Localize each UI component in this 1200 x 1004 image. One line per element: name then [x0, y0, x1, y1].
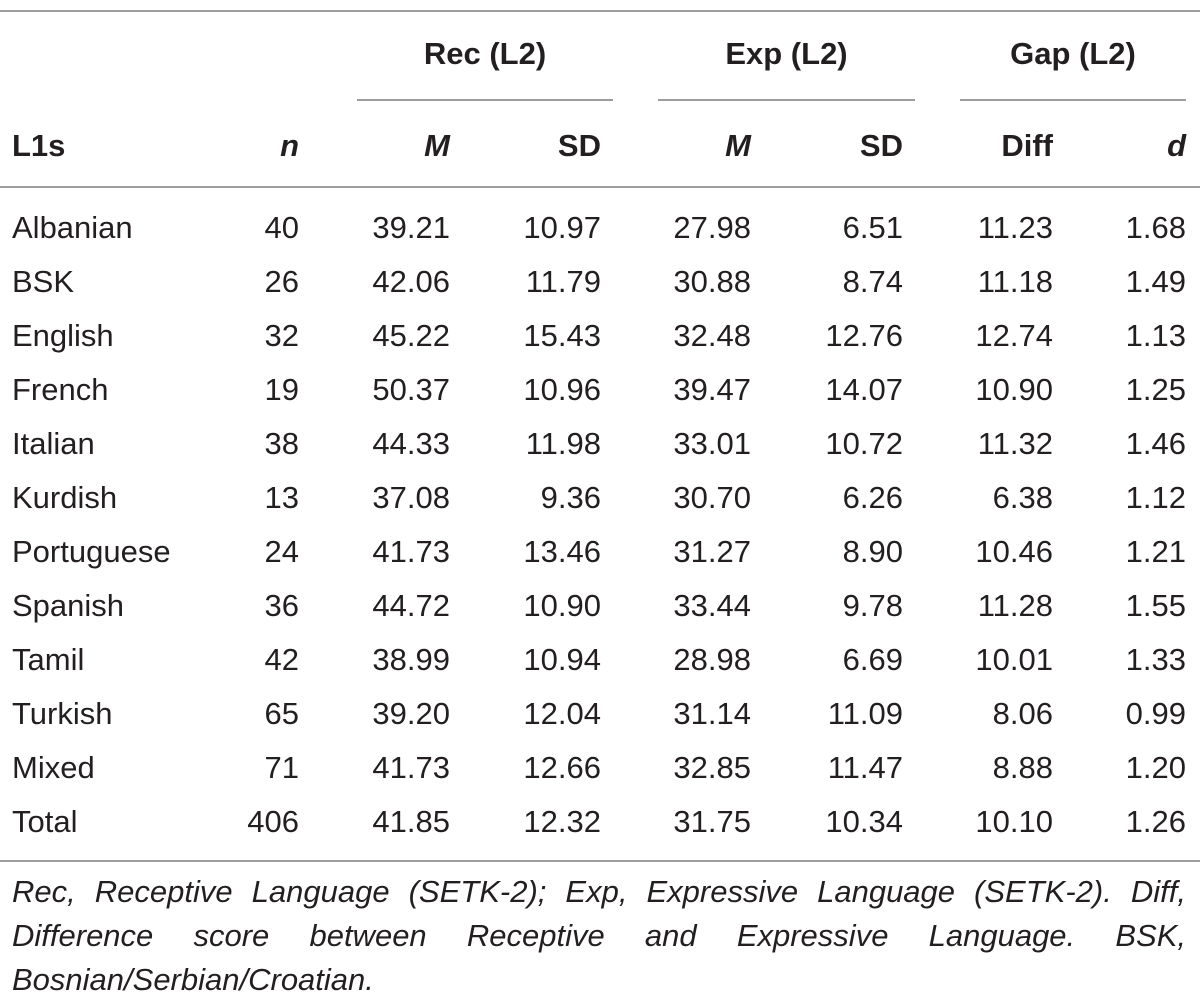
- cell-gap-d: 1.21: [1125, 534, 1186, 569]
- cell-exp-m: 32.85: [673, 750, 751, 785]
- cell-exp-sd: 11.47: [827, 750, 903, 785]
- cell-gap-diff: 12.74: [975, 318, 1053, 353]
- cell-rec-m: 42.06: [372, 264, 450, 299]
- cell-l1s: Italian: [12, 426, 95, 461]
- cell-gap-d: 1.68: [1125, 210, 1186, 245]
- cell-n: 24: [264, 534, 299, 569]
- cell-n: 13: [264, 480, 299, 515]
- cell-exp-sd: 12.76: [825, 318, 903, 353]
- cell-gap-diff: 11.23: [977, 210, 1053, 245]
- cell-gap-d: 1.12: [1125, 480, 1186, 515]
- cell-n: 32: [264, 318, 299, 353]
- cell-exp-sd: 10.72: [825, 426, 903, 461]
- cell-gap-d: 1.55: [1125, 588, 1186, 623]
- cell-rec-m: 39.21: [372, 210, 450, 245]
- cell-exp-sd: 6.51: [842, 210, 903, 245]
- cell-l1s: Total: [12, 804, 78, 839]
- cell-rec-m: 44.33: [372, 426, 450, 461]
- cell-exp-m: 30.88: [673, 264, 751, 299]
- column-header-rec-sd: SD: [557, 128, 601, 163]
- cell-gap-d: 1.13: [1125, 318, 1186, 353]
- cell-rec-m: 41.85: [372, 804, 450, 839]
- cell-gap-diff: 11.28: [977, 588, 1053, 623]
- cell-l1s: Kurdish: [12, 480, 118, 515]
- cell-l1s: English: [12, 318, 114, 353]
- cell-rec-m: 39.20: [372, 696, 450, 731]
- group-header-gap: Gap (L2): [1010, 36, 1136, 71]
- cell-l1s: French: [12, 372, 109, 407]
- cell-rec-sd: 10.97: [523, 210, 601, 245]
- cell-rec-m: 45.22: [372, 318, 450, 353]
- cell-gap-diff: 11.32: [977, 426, 1053, 461]
- cell-exp-sd: 6.69: [842, 642, 903, 677]
- cell-exp-m: 33.01: [673, 426, 751, 461]
- cell-gap-d: 1.49: [1125, 264, 1186, 299]
- cell-n: 26: [264, 264, 299, 299]
- cell-gap-d: 1.20: [1125, 750, 1186, 785]
- cell-rec-sd: 15.43: [523, 318, 601, 353]
- top-rule: [0, 10, 1200, 12]
- cell-rec-sd: 10.94: [523, 642, 601, 677]
- cell-n: 38: [264, 426, 299, 461]
- cell-rec-m: 38.99: [372, 642, 450, 677]
- cell-exp-m: 27.98: [673, 210, 751, 245]
- cell-exp-sd: 9.78: [842, 588, 903, 623]
- cell-l1s: Tamil: [12, 642, 85, 677]
- table-footnote: Rec, Receptive Language (SETK-2); Exp, Expressive Language (SETK-2). Diff, Difference score between Receptive and Expressive Language. BSK, Bosnian/Serbian/Croatian.: [12, 874, 1186, 997]
- cell-l1s: Albanian: [12, 210, 133, 245]
- cell-rec-sd: 12.04: [523, 696, 601, 731]
- cell-rec-sd: 10.96: [523, 372, 601, 407]
- cell-l1s: Mixed: [12, 750, 95, 785]
- cell-rec-sd: 11.79: [525, 264, 601, 299]
- cell-rec-sd: 13.46: [523, 534, 601, 569]
- column-header-exp-sd: SD: [859, 128, 903, 163]
- cell-gap-diff: 10.90: [975, 372, 1053, 407]
- cell-gap-diff: 8.88: [992, 750, 1053, 785]
- column-header-n: n: [280, 128, 299, 163]
- cell-gap-diff: 10.01: [975, 642, 1053, 677]
- cell-l1s: Portuguese: [12, 534, 171, 569]
- cell-exp-sd: 14.07: [825, 372, 903, 407]
- cell-rec-m: 41.73: [372, 750, 450, 785]
- cell-n: 42: [264, 642, 299, 677]
- cell-exp-m: 39.47: [673, 372, 751, 407]
- cell-exp-sd: 11.09: [827, 696, 903, 731]
- cell-gap-diff: 10.46: [975, 534, 1053, 569]
- cell-gap-d: 1.46: [1125, 426, 1186, 461]
- cell-gap-d: 1.26: [1125, 804, 1186, 839]
- group-header-rec: Rec (L2): [423, 36, 547, 71]
- cell-rec-m: 37.08: [372, 480, 450, 515]
- cell-gap-d: 0.99: [1125, 696, 1186, 731]
- cell-n: 36: [264, 588, 299, 623]
- cell-exp-m: 33.44: [673, 588, 751, 623]
- cell-exp-m: 31.27: [673, 534, 751, 569]
- cell-n: 19: [264, 372, 299, 407]
- cell-rec-m: 50.37: [372, 372, 450, 407]
- cell-rec-m: 41.73: [372, 534, 450, 569]
- group-header-exp: Exp (L2): [725, 36, 848, 71]
- column-header-l1s: L1s: [12, 128, 66, 163]
- gap-group-rule: [960, 99, 1186, 101]
- column-header-exp-m: M: [725, 128, 751, 163]
- column-header-rec-m: M: [424, 128, 450, 163]
- rec-group-rule: [357, 99, 613, 101]
- cell-rec-sd: 9.36: [540, 480, 601, 515]
- header-rule: [0, 186, 1200, 188]
- cell-gap-diff: 8.06: [992, 696, 1053, 731]
- column-header-gap-d: d: [1167, 128, 1186, 163]
- cell-n: 71: [264, 750, 299, 785]
- cell-rec-sd: 12.32: [523, 804, 601, 839]
- cell-gap-diff: 11.18: [977, 264, 1053, 299]
- cell-exp-sd: 8.90: [842, 534, 903, 569]
- cell-gap-diff: 10.10: [975, 804, 1053, 839]
- cell-rec-m: 44.72: [372, 588, 450, 623]
- cell-rec-sd: 10.90: [523, 588, 601, 623]
- cell-gap-d: 1.25: [1125, 372, 1186, 407]
- bottom-rule: [0, 860, 1200, 862]
- cell-exp-m: 31.14: [673, 696, 751, 731]
- cell-exp-sd: 10.34: [825, 804, 903, 839]
- cell-exp-m: 28.98: [673, 642, 751, 677]
- cell-n: 406: [247, 804, 299, 839]
- exp-group-rule: [658, 99, 915, 101]
- cell-l1s: BSK: [12, 264, 75, 299]
- cell-exp-m: 32.48: [673, 318, 751, 353]
- cell-exp-m: 31.75: [673, 804, 751, 839]
- cell-n: 65: [264, 696, 299, 731]
- cell-l1s: Spanish: [12, 588, 125, 623]
- cell-l1s: Turkish: [12, 696, 113, 731]
- cell-n: 40: [264, 210, 299, 245]
- cell-gap-d: 1.33: [1125, 642, 1186, 677]
- cell-gap-diff: 6.38: [992, 480, 1053, 515]
- cell-exp-m: 30.70: [673, 480, 751, 515]
- column-header-gap-diff: Diff: [1001, 128, 1053, 163]
- cell-exp-sd: 6.26: [842, 480, 903, 515]
- cell-exp-sd: 8.74: [842, 264, 903, 299]
- cell-rec-sd: 11.98: [525, 426, 601, 461]
- cell-rec-sd: 12.66: [523, 750, 601, 785]
